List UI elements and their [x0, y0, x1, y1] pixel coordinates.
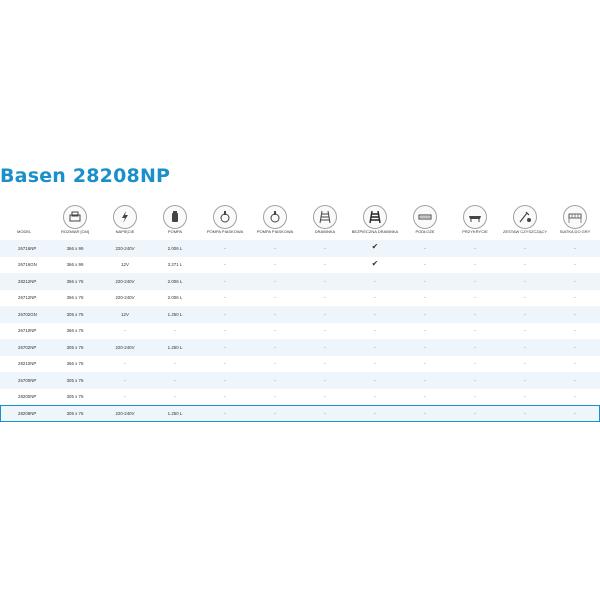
- table-cell: -: [274, 328, 276, 333]
- comparison-table: [0, 200, 600, 422]
- table-cell: -: [474, 262, 476, 267]
- table-row[interactable]: [0, 339, 600, 356]
- table-cell: -: [474, 295, 476, 300]
- ground-cloth-icon: [413, 205, 437, 229]
- table-cell: -: [524, 295, 526, 300]
- column-header-ladder: DRABINKA: [314, 229, 336, 234]
- table-cell: -: [324, 295, 326, 300]
- table-cell: -: [274, 344, 276, 350]
- table-cell: -: [174, 377, 176, 383]
- table-row[interactable]: [0, 257, 600, 274]
- table-cell: 220-240V: [115, 295, 135, 300]
- table-cell: -: [274, 361, 276, 366]
- table-cell: -: [324, 410, 326, 416]
- table-cell: -: [224, 295, 226, 300]
- table-row[interactable]: [0, 240, 600, 257]
- table-cell: -: [374, 377, 376, 383]
- table-cell: 2.006 L: [167, 295, 183, 300]
- table-cell: -: [424, 344, 426, 350]
- table-cell: 366 x 99: [66, 262, 84, 267]
- table-cell: -: [274, 311, 276, 317]
- table-cell: -: [374, 361, 376, 366]
- table-cell: -: [524, 377, 526, 383]
- table-cell: -: [474, 278, 476, 284]
- table-cell: -: [524, 311, 526, 317]
- table-cell: -: [574, 311, 576, 317]
- table-cell: 305 x 76: [66, 311, 84, 317]
- table-cell: -: [324, 361, 326, 366]
- table-cell: -: [324, 278, 326, 284]
- table-cell: -: [424, 328, 426, 333]
- model-cell: 26702NP: [18, 344, 37, 350]
- table-row[interactable]: [0, 290, 600, 307]
- column-header-model: MODEL: [17, 229, 32, 234]
- model-cell: 26716GN: [18, 262, 37, 267]
- table-cell: -: [574, 361, 576, 366]
- model-cell: 26716NP: [18, 245, 37, 251]
- table-cell: 305 x 76: [66, 410, 84, 416]
- filter-pump-icon: [163, 205, 187, 229]
- table-cell: -: [524, 361, 526, 366]
- table-cell: -: [574, 410, 576, 416]
- column-header-safeladder: BEZPIECZNA DRABINKA: [351, 229, 399, 234]
- table-header: [0, 200, 600, 240]
- column-header-sand1: POMPA PIASKOWA: [206, 229, 244, 234]
- table-cell: 220-240V: [115, 410, 135, 416]
- table-cell: -: [374, 410, 376, 416]
- table-cell: -: [374, 278, 376, 284]
- table-cell: -: [274, 278, 276, 284]
- checkmark-icon: ✔: [371, 258, 379, 268]
- model-cell: 26700NP: [18, 377, 37, 383]
- table-cell: -: [274, 377, 276, 383]
- column-header-net: SIATKA DO GRY: [559, 229, 591, 234]
- table-cell: -: [574, 295, 576, 300]
- table-row[interactable]: [0, 372, 600, 389]
- table-cell: -: [224, 328, 226, 333]
- column-header-clean: ZESTAW CZYSZCZĄCY: [503, 229, 547, 234]
- table-cell: -: [224, 262, 226, 267]
- table-cell: -: [324, 262, 326, 267]
- table-cell: -: [524, 262, 526, 267]
- table-cell: -: [224, 278, 226, 284]
- table-cell: -: [324, 344, 326, 350]
- table-cell: -: [374, 328, 376, 333]
- table-cell: 366 x 76: [66, 278, 84, 284]
- table-cell: -: [424, 410, 426, 416]
- table-cell: -: [374, 311, 376, 317]
- page-title: Basen 28208NP: [0, 165, 171, 187]
- table-cell: -: [574, 278, 576, 284]
- table-cell: 366 x 76: [66, 295, 84, 300]
- table-cell: -: [424, 295, 426, 300]
- table-row[interactable]: [0, 273, 600, 290]
- column-header-voltage: NAPIĘCIE: [115, 229, 135, 234]
- table-body: [0, 240, 600, 422]
- table-cell: -: [424, 278, 426, 284]
- table-cell: -: [274, 410, 276, 416]
- table-cell: -: [224, 245, 226, 251]
- table-cell: -: [524, 394, 526, 399]
- table-cell: -: [574, 394, 576, 399]
- table-cell: -: [324, 377, 326, 383]
- table-row[interactable]: [0, 405, 600, 422]
- table-cell: -: [474, 361, 476, 366]
- table-cell: -: [574, 262, 576, 267]
- table-cell: -: [374, 295, 376, 300]
- model-cell: 28208NP: [18, 410, 37, 416]
- table-cell: -: [274, 262, 276, 267]
- table-cell: -: [424, 311, 426, 317]
- model-cell: 28212NP: [18, 278, 37, 284]
- column-header-pump: POMPA: [167, 229, 183, 234]
- table-cell: 305 x 76: [66, 394, 84, 399]
- table-cell: -: [374, 344, 376, 350]
- model-cell: 28210NP: [18, 361, 37, 366]
- table-cell: -: [274, 295, 276, 300]
- column-header-size: ROZMIAR [CM]: [61, 229, 89, 234]
- table-cell: -: [124, 328, 126, 333]
- table-cell: -: [424, 361, 426, 366]
- table-cell: 220-240V: [115, 344, 135, 350]
- table-cell: -: [424, 262, 426, 267]
- checkmark-icon: ✔: [371, 242, 379, 251]
- sand-pump-icon: [213, 205, 237, 229]
- cleaning-kit-icon: [513, 205, 537, 229]
- table-cell: -: [224, 377, 226, 383]
- table-cell: 2.006 L: [167, 245, 183, 251]
- table-cell: -: [274, 245, 276, 251]
- pool-size-icon: [63, 205, 87, 229]
- safety-ladder-icon: [363, 205, 387, 229]
- table-cell: -: [574, 328, 576, 333]
- table-cell: 2.006 L: [167, 278, 183, 284]
- table-cell: -: [374, 394, 376, 399]
- table-cell: 220-240V: [115, 278, 135, 284]
- table-cell: 366 x 99: [66, 245, 84, 251]
- lightning-icon: [113, 205, 137, 229]
- table-cell: -: [474, 344, 476, 350]
- table-cell: -: [174, 328, 176, 333]
- table-cell: -: [574, 377, 576, 383]
- table-cell: -: [474, 245, 476, 251]
- table-cell: -: [574, 245, 576, 251]
- table-cell: 1.250 L: [167, 410, 183, 416]
- table-cell: -: [224, 394, 226, 399]
- table-cell: -: [124, 361, 126, 366]
- table-cell: -: [474, 394, 476, 399]
- table-cell: -: [524, 328, 526, 333]
- table-cell: -: [124, 394, 126, 399]
- ladder-icon: [313, 205, 337, 229]
- table-cell: -: [324, 328, 326, 333]
- table-cell: -: [274, 394, 276, 399]
- table-cell: -: [474, 410, 476, 416]
- table-cell: 305 x 76: [66, 377, 84, 383]
- table-row[interactable]: [0, 356, 600, 373]
- sand-pump-icon: [263, 205, 287, 229]
- table-cell: -: [524, 410, 526, 416]
- table-cell: 305 x 76: [66, 344, 84, 350]
- table-cell: -: [574, 344, 576, 350]
- table-cell: -: [324, 245, 326, 251]
- table-cell: -: [424, 394, 426, 399]
- model-cell: 26710NP: [18, 328, 37, 333]
- table-cell: 1.250 L: [167, 311, 183, 317]
- table-cell: -: [224, 311, 226, 317]
- column-header-sand2: POMPA PIASKOWA: [256, 229, 294, 234]
- table-cell: 366 x 76: [66, 328, 84, 333]
- table-cell: 12V: [121, 311, 129, 317]
- column-header-cover: PRZYKRYCIE: [462, 229, 488, 234]
- table-cell: 12V: [121, 262, 129, 267]
- table-cell: -: [174, 361, 176, 366]
- table-cell: -: [424, 245, 426, 251]
- table-cell: -: [474, 377, 476, 383]
- table-cell: 366 x 76: [66, 361, 84, 366]
- model-cell: 26702GN: [18, 311, 37, 317]
- table-row[interactable]: [0, 389, 600, 406]
- cover-icon: [463, 205, 487, 229]
- volleyball-net-icon: [563, 205, 587, 229]
- table-cell: -: [524, 344, 526, 350]
- column-header-mat: PODŁOŻE: [415, 229, 435, 234]
- table-cell: -: [224, 344, 226, 350]
- table-cell: -: [524, 245, 526, 251]
- table-cell: 3.271 L: [167, 262, 183, 267]
- table-cell: -: [474, 328, 476, 333]
- table-row[interactable]: [0, 306, 600, 323]
- table-cell: -: [224, 361, 226, 366]
- table-cell: -: [124, 377, 126, 383]
- table-cell: -: [524, 278, 526, 284]
- table-cell: -: [224, 410, 226, 416]
- table-cell: 1.250 L: [167, 344, 183, 350]
- model-cell: 28200NP: [18, 394, 37, 399]
- table-cell: -: [424, 377, 426, 383]
- table-cell: -: [174, 394, 176, 399]
- table-cell: -: [324, 394, 326, 399]
- model-cell: 26712NP: [18, 295, 37, 300]
- table-cell: -: [324, 311, 326, 317]
- table-cell: 220-240V: [115, 245, 135, 251]
- table-cell: -: [474, 311, 476, 317]
- table-row[interactable]: [0, 323, 600, 340]
